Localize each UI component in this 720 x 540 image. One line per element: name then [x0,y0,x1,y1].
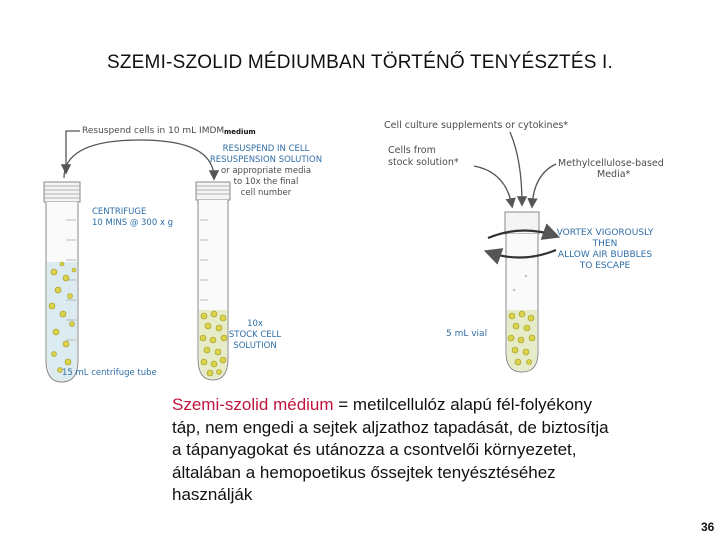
svg-text:SOLUTION: SOLUTION [233,341,277,351]
resuspend-label: Resuspend cells in 10 mL IMDM [82,126,225,136]
centrifuge-line2: 10 MINS @ 300 x g [92,218,174,228]
caption-highlight: Szemi-szolid médium [172,395,334,414]
supplements-arrow [510,132,522,204]
methyl-line1: Methylcellulose-based [558,158,664,169]
cells-from-line1: Cells from [388,145,436,156]
culture-diagram [0,100,720,390]
svg-text:STOCK CELL: STOCK CELL [228,330,282,340]
svg-text:to 10x the final: to 10x the final [233,177,299,187]
stock-solution-label [229,319,282,351]
page-number: 36 [701,520,715,534]
svg-text:10x: 10x [247,319,263,329]
centrifuge-tube [44,182,80,382]
resuspend-overlay: medium [224,128,256,136]
resuspend-arrow [66,131,80,172]
caption-text: = metilcellulóz alapú fél-folyékony táp, nem engedi a sejtek aljzathoz tapadását, de biztosítja a tápanyagokat és utánozza a csontvelői környezetet, általában a hemopoetikus őssejtek tenyésztéséhez használják [172,395,609,505]
culture-vial [505,212,539,372]
tube-label: 15 mL centrifuge tube [62,368,157,378]
svg-text:cell number: cell number [240,188,292,198]
centrifuge-line1: CENTRIFUGE [92,207,147,217]
svg-text:TO ESCAPE: TO ESCAPE [579,261,631,271]
svg-text:RESUSPENSION SOLUTION: RESUSPENSION SOLUTION [209,155,323,165]
transfer-arrow [64,140,214,178]
cells-arrow [474,166,512,206]
svg-text:VORTEX VIGOROUSLY: VORTEX VIGOROUSLY [556,228,654,238]
cells-from-line2: stock solution* [388,157,459,168]
vortex-instructions [557,228,654,271]
svg-text:RESUSPEND IN CELL: RESUSPEND IN CELL [222,144,310,154]
supplements-label: Cell culture supplements or cytokines* [384,120,569,131]
svg-text:ALLOW AIR BUBBLES: ALLOW AIR BUBBLES [557,250,653,260]
svg-text:or appropriate media: or appropriate media [220,166,312,176]
vial-label: 5 mL vial [446,329,488,339]
slide-title: SZEMI-SZOLID MÉDIUMBAN TÖRTÉNŐ TENYÉSZTÉS I. [106,52,614,73]
stock-tube [196,182,230,380]
methyl-line2: Media* [597,169,631,180]
caption [172,394,612,507]
svg-text:THEN: THEN [592,239,618,249]
methyl-arrow [532,164,556,206]
